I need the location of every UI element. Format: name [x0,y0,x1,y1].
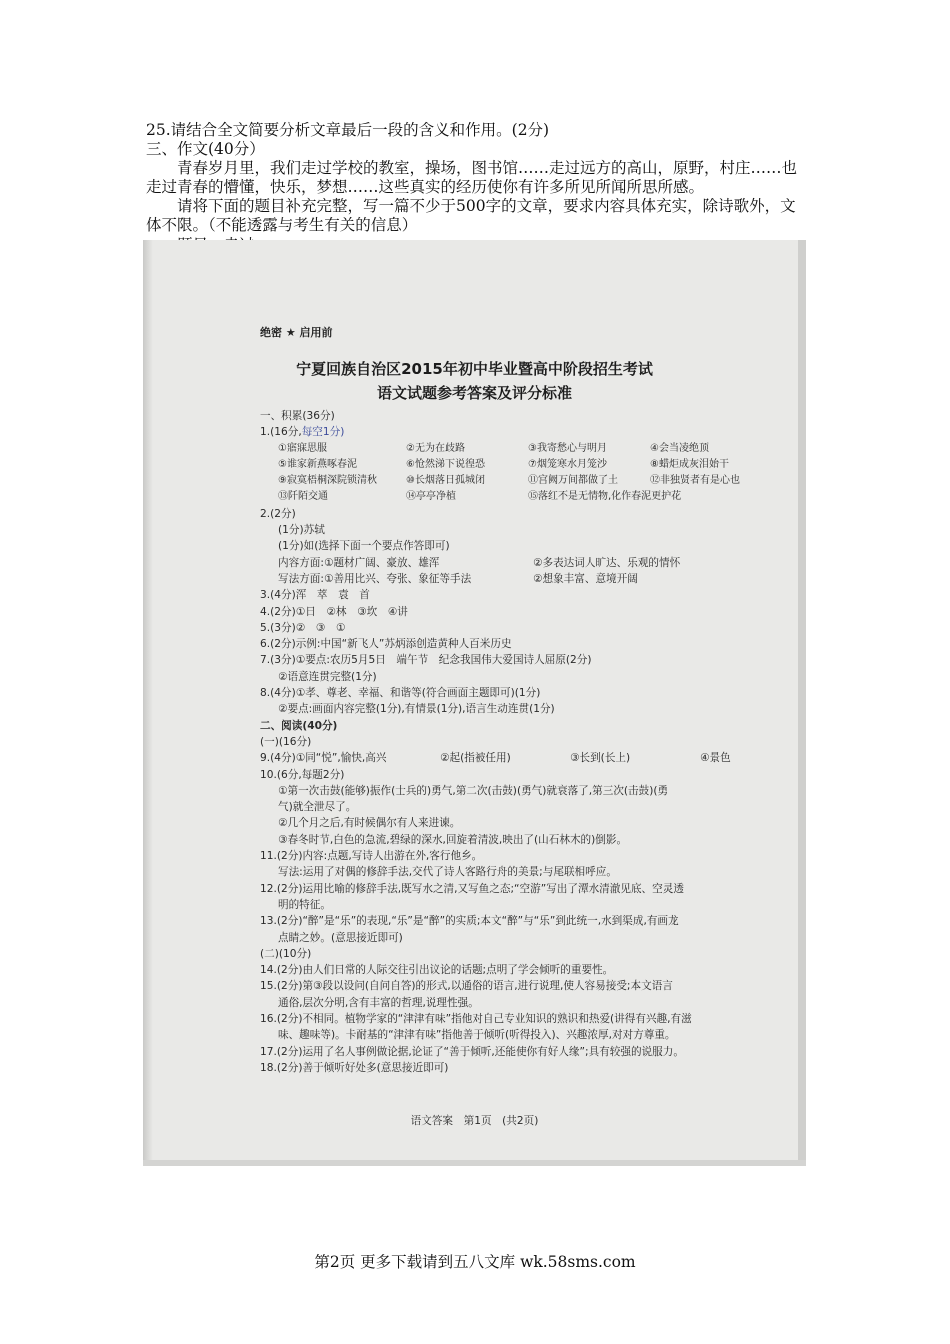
section-reading: 二、阅读(40分) [260,719,338,732]
q10-answer-a-cont: 气)就全泄尽了。 [278,801,357,814]
q7-answer: 7.(3分)①要点:农历5月5日 端午节 纪念我国伟大爱国诗人屈原(2分) [260,654,592,667]
q10-heading: 10.(6分,每题2分) [260,768,345,781]
q1-item: ⑬阡陌交通 [278,491,328,503]
q16-answer-cont: 味、趣味等)。卡耐基的“津津有味”指他善于倾听(听得投入)、兴趣浓厚,对对方尊重。 [278,1029,676,1042]
q1-heading: 1.(16分,每空1分) [260,426,345,439]
q15-answer-cont: 通俗,层次分明,含有丰富的哲理,说理性强。 [278,996,479,1009]
q10-answer-a: ①第一次击鼓(能够)振作(士兵的)勇气,第二次(击鼓)(勇气)就衰落了,第三次(击鼓)(勇 [278,784,669,797]
q2-content-row: 内容方面:①题材广阔、豪放、雄浑 ②多表达词人旷达、乐观的情怀 [278,556,681,569]
scanned-answer-sheet [143,240,806,1166]
q18-answer: 18.(2分)善于倾听好处多(意思接近即可) [260,1061,449,1074]
q1-item: ③我寄愁心与明月 [528,442,607,454]
q10-answer-b: ②几个月之后,有时候偶尔有人来进谏。 [278,817,461,830]
q1-item: ⑫非独贤者有是心也 [650,475,740,487]
q1-item: ④会当凌绝顶 [650,442,709,454]
question-section [146,121,810,255]
section-essay-heading: 三、作文(40分） [146,140,265,158]
section-accumulation: 一、积累(36分) [260,410,335,422]
essay-prompt-paragraph: 青春岁月里，我们走过学校的教室，操场，图书馆……走过远方的高山，原野，村庄……也走过青春的懵懂，快乐，梦想……这些真实的经历使你有许多所见所闻所思所感。 [146,159,798,196]
q12-answer-cont: 明的特征。 [278,898,331,911]
q2-heading: 2.(2分) [260,507,296,520]
q16-answer: 16.(2分)不相同。植物学家的“津津有味”指他对自己专业知识的熟识和热爱(讲得有兴趣,有滋 [260,1012,692,1025]
exam-title: 宁夏回族自治区2015年初中毕业暨高中阶段招生考试 [296,360,653,378]
q12-answer: 12.(2分)运用比喻的修辞手法,既写水之清,又写鱼之态;“空游”写出了潭水清澈见底、空灵透 [260,882,684,895]
q2-answer-b: (1分)如(选择下面一个要点作答即可) [278,540,450,553]
q11-answer-b: 写法:运用了对偶的修辞手法,交代了诗人客路行舟的美景;与尾联相呼应。 [278,866,617,879]
q8-answer-b: ②要点:画面内容完整(1分),有情景(1分),语言生动连贯(1分) [278,703,555,716]
q10-answer-c: ③春冬时节,白色的急流,碧绿的深水,回旋着清波,映出了(山石林木的)倒影。 [278,833,628,846]
answer-key-title: 语文试题参考答案及评分标准 [376,384,572,402]
q17-answer: 17.(2分)运用了名人事例做论据,论证了“善于倾听,还能使你有好人缘”;具有较强的说服力。 [260,1045,684,1058]
q1-item: ⑭亭亭净植 [406,491,456,503]
q1-item: ⑦烟笼寒水月笼沙 [528,458,607,470]
reading-part-2: (二)(10分) [260,947,312,960]
q11-answer: 11.(2分)内容:点题,写诗人出游在外,客行他乡。 [260,850,483,863]
question-25: 25.请结合全文简要分析文章最后一段的含义和作用。(2分) [146,121,550,139]
answer-key-body [260,408,785,1076]
q1-item: ①寤寐思服 [278,442,327,454]
q1-item: ⑥怆然涕下说徨恐 [406,458,485,470]
q15-answer: 15.(2分)第③段以设问(自问自答)的形式,以通俗的语言,进行说理,使人容易接受;本文语言 [260,980,673,993]
q1-item: ⑪宫阙万间都做了土 [528,475,618,487]
reading-part-1: (一)(16分) [260,735,312,748]
q1-item: ②无为在歧路 [406,442,465,454]
q4-answer: 4.(2分)①日 ②林 ③坎 ④讲 [260,605,408,618]
q2-technique-row: 写法方面:①善用比兴、夸张、象征等手法 ②想象丰富、意境开阔 [278,572,638,585]
q1-item: ⑧蜡炬成灰泪始干 [650,458,729,470]
q5-answer: 5.(3分)② ③ ① [260,621,346,634]
q3-answer: 3.(4分)浑 萃 袁 首 [260,589,370,602]
q13-answer-cont: 点睛之妙。(意思接近即可) [278,931,403,944]
q1-item: ⑮落红不是无情物,化作春泥更护花 [528,491,682,503]
q1-item: ⑩长烟落日孤城闭 [406,475,485,487]
q13-answer: 13.(2分)“醉”是“乐”的表现,“乐”是“醉”的实质;本文“醉”与“乐”到此统一,水到渠成,有画龙 [260,915,679,928]
essay-requirement-paragraph: 请将下面的题目补充完整，写一篇不少于500字的文章，要求内容具体充实，除诗歌外，文体不限。（不能透露与考生有关的信息） [146,197,796,234]
q6-answer: 6.(2分)示例:中国“新飞人”苏炳添创造黄种人百米历史 [260,638,512,651]
scan-page-footer: 语文答案 第1页 (共2页) [410,1115,539,1127]
q9-answer: 9.(4分)①同“悦”,愉快,高兴 ②起(指被任用) ③长到(长上) ④景色 [260,752,731,765]
q1-answers [260,441,785,506]
q8-answer: 8.(4分)①孝、尊老、幸福、和谐等(符合画面主题即可)(1分) [260,687,541,700]
scan-bottom-edge [143,1160,806,1166]
page-footer: 第2页 更多下载请到五八文库 wk.58sms.com [314,1253,636,1271]
confidential-mark: 绝密 ★ 启用前 [260,326,333,339]
q1-item: ⑨寂寞梧桐深院锁清秋 [278,475,377,487]
q14-answer: 14.(2分)由人们日常的人际交往引出议论的话题;点明了学会倾听的重要性。 [260,964,614,977]
q7-answer-b: ②语意连贯完整(1分) [278,670,377,683]
q1-item: ⑤谁家新燕啄春泥 [278,458,357,470]
q2-answer-a: (1分)苏轼 [278,524,325,537]
